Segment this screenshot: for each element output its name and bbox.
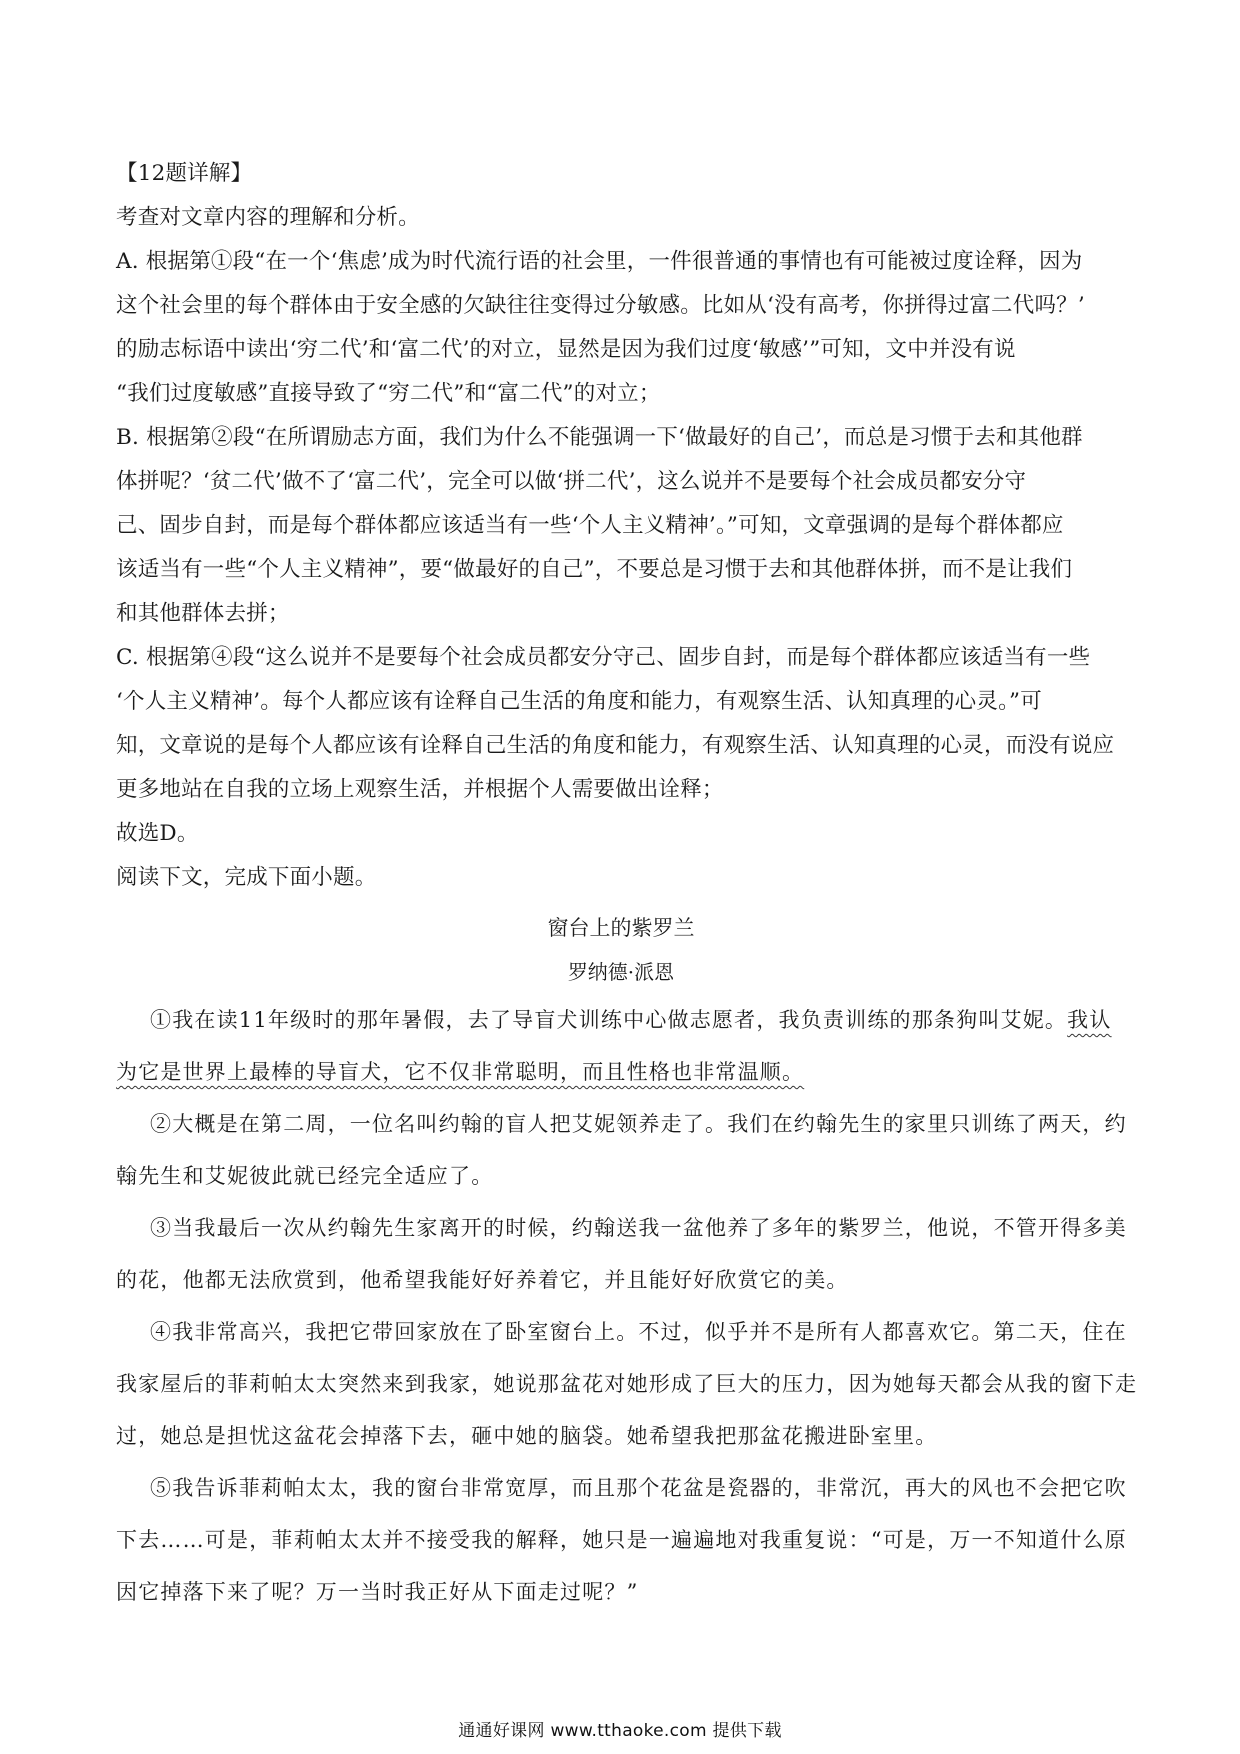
answer-line: 故选D。	[116, 821, 199, 846]
option-a-line: A. 根据第①段“在一个‘焦虑’成为时代流行语的社会里，一件很普通的事情也有可能被过度诠释，因为	[116, 249, 1083, 274]
option-b-line: B. 根据第②段“在所谓励志方面，我们为什么不能强调一下‘做最好的自己’，而总是习惯于去和其他群	[116, 425, 1083, 450]
option-c-line: 更多地站在自我的立场上观察生活，并根据个人需要做出诠释；	[116, 777, 724, 802]
story-line: 因它掉落下来了呢？万一当时我正好从下面走过呢？”	[116, 1580, 639, 1604]
footer-watermark: 通通好课网 www.tthaoke.com 提供下载	[458, 1721, 782, 1741]
story-line: 我家屋后的菲莉帕太太突然来到我家，她说那盆花对她形成了巨大的压力，因为她每天都会从我的窗下走	[116, 1372, 1138, 1396]
story-author: 罗纳德·派恩	[567, 960, 675, 984]
story-paragraph-5	[116, 1462, 1126, 1618]
option-c-paragraph	[116, 636, 1126, 812]
story-title: 窗台上的紫罗兰	[547, 916, 695, 940]
option-c-line: ‘个人主义精神’。每个人都应该有诠释自己生活的角度和能力，有观察生活、认知真理的心灵。”可	[116, 689, 1042, 714]
wavy-underlined-text: 为它是世界上最棒的导盲犬，它不仅非常聪明，而且性格也非常温顺。	[116, 1060, 805, 1084]
story-line: 下去……可是，菲莉帕太太并不接受我的解释，她只是一遍遍地对我重复说：“可是，万一不知道什么原	[116, 1528, 1127, 1552]
page-content	[116, 152, 1138, 1618]
story-line: ②大概是在第二周，一位名叫约翰的盲人把艾妮领养走了。我们在约翰先生的家里只训练了两天，约	[150, 1112, 1127, 1136]
story-line: ⑤我告诉菲莉帕太太，我的窗台非常宽厚，而且那个花盆是瓷器的，非常沉，再大的风也不会把它吹	[150, 1476, 1127, 1500]
story-line: 翰先生和艾妮彼此就已经完全适应了。	[116, 1164, 494, 1188]
option-c-line: C. 根据第④段“这么说并不是要每个社会成员都安分守己、固步自封，而是每个群体都应该适当有一些	[116, 645, 1091, 670]
option-a-paragraph	[116, 240, 1126, 416]
option-a-line: 的励志标语中读出‘穷二代’和‘富二代’的对立，显然是因为我们过度‘敏感’”可知，文中并没有说	[116, 337, 1016, 362]
story-paragraph-3	[116, 1202, 1126, 1306]
story-line: 过，她总是担忧这盆花会掉落下去，砸中她的脑袋。她希望我把那盆花搬进卧室里。	[116, 1424, 938, 1448]
explanation-intro: 考查对文章内容的理解和分析。	[116, 205, 420, 230]
option-b-line: 和其他群体去拼；	[116, 601, 290, 626]
story-paragraph-4	[116, 1306, 1138, 1462]
story-line	[116, 1046, 1126, 1098]
story-text: ①我在读11年级时的那年暑假，去了导盲犬训练中心做志愿者，我负责训练的那条狗叫艾妮。	[150, 1008, 1068, 1032]
option-b-paragraph	[116, 416, 1126, 636]
story-paragraph-2	[116, 1098, 1126, 1202]
option-a-line: 这个社会里的每个群体由于安全感的欠缺往往变得过分敏感。比如从‘没有高考，你拼得过富二代吗？’	[116, 293, 1085, 318]
option-b-line: 己、固步自封，而是每个群体都应该适当有一些‘个人主义精神’。”可知，文章强调的是每个群体都应	[116, 513, 1064, 538]
explanation-header: 【12题详解】	[116, 161, 253, 186]
option-b-line: 该适当有一些“个人主义精神”，要“做最好的自己”，不要总是习惯于去和其他群体拼，而不是让我们	[116, 557, 1073, 582]
option-a-line: “我们过度敏感”直接导致了“穷二代”和“富二代”的对立；	[116, 381, 661, 406]
story-line: ③当我最后一次从约翰先生家离开的时候，约翰送我一盆他养了多年的紫罗兰，他说，不管开得多美	[150, 1216, 1127, 1240]
option-b-line: 体拼呢？‘贫二代’做不了‘富二代’，完全可以做‘拼二代’，这么说并不是要每个社会成员都安分守	[116, 469, 1027, 494]
story-line: 的花，他都无法欣赏到，他希望我能好好养着它，并且能好好欣赏它的美。	[116, 1268, 849, 1292]
reading-prompt: 阅读下文，完成下面小题。	[116, 865, 377, 890]
story-line: ④我非常高兴，我把它带回家放在了卧室窗台上。不过，似乎并不是所有人都喜欢它。第二天，住在	[150, 1320, 1127, 1344]
option-c-line: 知，文章说的是每个人都应该有诠释自己生活的角度和能力，有观察生活、认知真理的心灵，而没有说应	[116, 733, 1115, 758]
wavy-underlined-text: 我认	[1067, 1008, 1112, 1032]
story-line	[116, 994, 1126, 1046]
story-paragraph-1	[116, 994, 1126, 1098]
